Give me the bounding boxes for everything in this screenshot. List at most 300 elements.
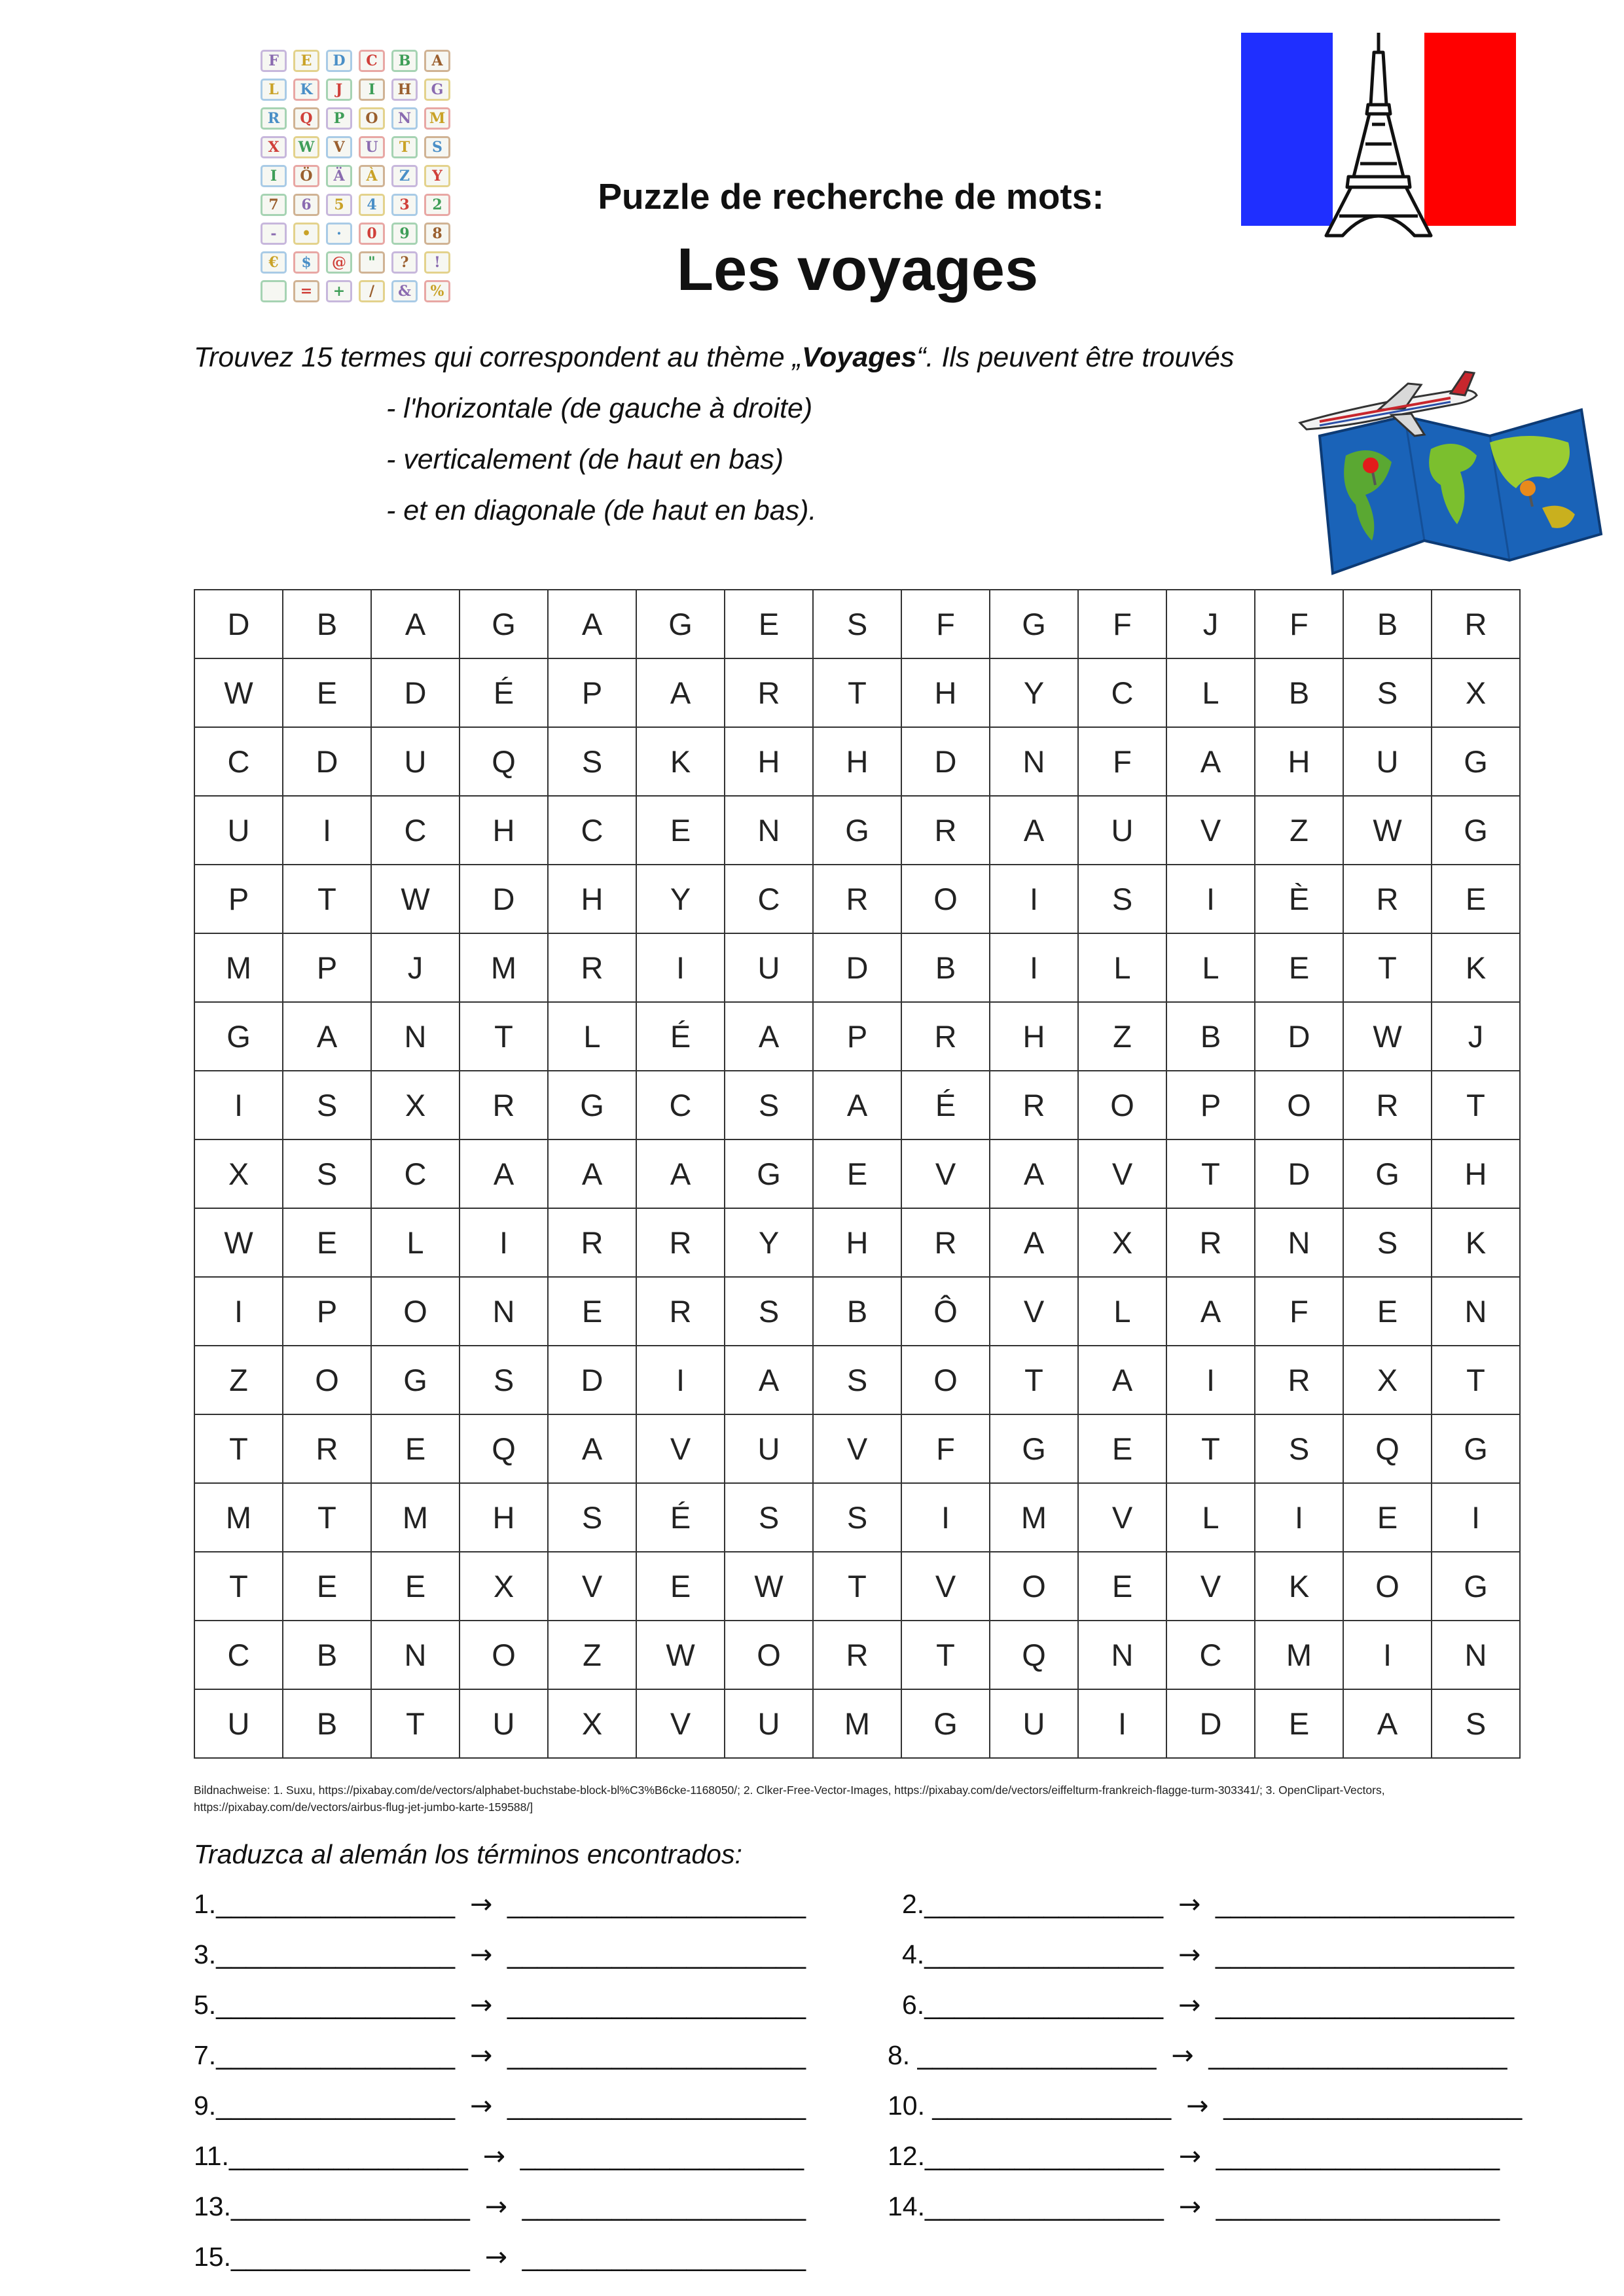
- answer-line-15: [194, 2240, 806, 2273]
- grid-cell: T: [283, 1483, 371, 1552]
- letter-block: A: [424, 50, 450, 72]
- grid-cell: R: [636, 1208, 725, 1277]
- grid-cell: V: [1166, 1552, 1255, 1621]
- grid-cell: K: [636, 727, 725, 796]
- grid-cell: E: [636, 1552, 725, 1621]
- grid-cell: V: [901, 1552, 990, 1621]
- grid-cell: R: [990, 1071, 1078, 1139]
- answer-blank-french[interactable]: 6.________________: [902, 1990, 1164, 2020]
- grid-cell: X: [1432, 658, 1520, 727]
- grid-cell: F: [1255, 1277, 1343, 1346]
- answer-blank-german[interactable]: ___________________: [520, 2141, 804, 2171]
- letter-block: P: [326, 107, 352, 130]
- answer-blank-german[interactable]: ____________________: [507, 2090, 806, 2121]
- grid-cell: D: [1255, 1002, 1343, 1071]
- grid-cell: W: [1343, 1002, 1432, 1071]
- grid-row: [194, 658, 1520, 727]
- grid-cell: D: [548, 1346, 636, 1414]
- grid-cell: I: [990, 933, 1078, 1002]
- grid-cell: O: [901, 1346, 990, 1414]
- grid-cell: U: [460, 1689, 548, 1758]
- grid-cell: V: [1078, 1483, 1166, 1552]
- grid-cell: V: [636, 1689, 725, 1758]
- grid-cell: X: [460, 1552, 548, 1621]
- grid-cell: V: [901, 1139, 990, 1208]
- grid-cell: I: [194, 1277, 283, 1346]
- grid-cell: É: [636, 1483, 725, 1552]
- letter-block: G: [424, 79, 450, 101]
- grid-cell: N: [371, 1002, 460, 1071]
- answer-line-1: [194, 1888, 806, 1920]
- letter-block: T: [391, 136, 418, 158]
- arrow-right-icon: →: [1178, 1888, 1201, 1920]
- answer-blank-french[interactable]: 4.________________: [902, 1939, 1164, 1969]
- grid-cell: R: [283, 1414, 371, 1483]
- grid-cell: T: [1166, 1414, 1255, 1483]
- grid-row: [194, 1689, 1520, 1758]
- grid-cell: N: [1432, 1277, 1520, 1346]
- grid-cell: H: [725, 727, 813, 796]
- grid-cell: H: [901, 658, 990, 727]
- grid-cell: M: [194, 933, 283, 1002]
- grid-cell: S: [725, 1071, 813, 1139]
- grid-cell: E: [1432, 865, 1520, 933]
- grid-cell: E: [1078, 1414, 1166, 1483]
- grid-cell: T: [1432, 1346, 1520, 1414]
- grid-cell: I: [901, 1483, 990, 1552]
- answer-blank-german[interactable]: ____________________: [1223, 2090, 1523, 2121]
- grid-cell: L: [1166, 1483, 1255, 1552]
- answer-line-10: [888, 2089, 1522, 2122]
- letter-block: Ö: [293, 165, 319, 187]
- grid-cell: A: [1166, 1277, 1255, 1346]
- letter-block: 3: [391, 194, 418, 216]
- grid-cell: É: [901, 1071, 990, 1139]
- grid-cell: È: [1255, 865, 1343, 933]
- grid-cell: H: [990, 1002, 1078, 1071]
- grid-cell: V: [813, 1414, 901, 1483]
- grid-cell: L: [1078, 1277, 1166, 1346]
- arrow-right-icon: →: [1186, 2090, 1209, 2121]
- arrow-right-icon: →: [469, 1939, 493, 1970]
- letter-block: 8: [424, 223, 450, 245]
- grid-cell: N: [725, 796, 813, 865]
- grid-cell: L: [548, 1002, 636, 1071]
- answer-blank-german[interactable]: ____________________: [1215, 1889, 1515, 1919]
- letter-block: Z: [391, 165, 418, 187]
- letter-block: =: [293, 280, 319, 302]
- grid-cell: U: [725, 1414, 813, 1483]
- letter-block: €: [261, 251, 287, 274]
- grid-cell: T: [460, 1002, 548, 1071]
- grid-cell: G: [990, 590, 1078, 658]
- answer-line-8: [888, 2039, 1507, 2072]
- letter-block: W: [293, 136, 319, 158]
- answer-blank-german[interactable]: ____________________: [507, 1889, 806, 1919]
- grid-cell: C: [194, 727, 283, 796]
- grid-cell: S: [283, 1139, 371, 1208]
- letter-block: S: [424, 136, 450, 158]
- instruction-item-diagonal: - et en diagonale (de haut en bas).: [386, 495, 817, 526]
- arrow-right-icon: →: [1171, 2039, 1194, 2071]
- grid-cell: W: [636, 1621, 725, 1689]
- grid-cell: D: [283, 727, 371, 796]
- grid-cell: S: [813, 590, 901, 658]
- grid-cell: U: [1078, 796, 1166, 865]
- answer-blank-french[interactable]: 12.________________: [888, 2141, 1164, 2171]
- letter-block: 0: [359, 223, 385, 245]
- grid-cell: G: [460, 590, 548, 658]
- grid-cell: K: [1432, 1208, 1520, 1277]
- page-title: Les voyages: [676, 236, 1039, 303]
- grid-cell: J: [1166, 590, 1255, 658]
- arrow-right-icon: →: [469, 2039, 493, 2071]
- grid-cell: L: [371, 1208, 460, 1277]
- grid-cell: A: [371, 590, 460, 658]
- grid-cell: W: [725, 1552, 813, 1621]
- letter-block: %: [424, 280, 450, 302]
- grid-cell: T: [813, 1552, 901, 1621]
- answer-blank-german[interactable]: ____________________: [1208, 2040, 1507, 2070]
- answer-blank-french[interactable]: 8. ________________: [888, 2040, 1157, 2070]
- letter-block: Ä: [326, 165, 352, 187]
- answer-blank-german[interactable]: ____________________: [507, 2040, 806, 2070]
- letter-block: U: [359, 136, 385, 158]
- grid-cell: J: [1432, 1002, 1520, 1071]
- grid-cell: L: [1166, 933, 1255, 1002]
- grid-cell: Z: [548, 1621, 636, 1689]
- image-credits: Bildnachweise: 1. Suxu, https://pixabay.com/de/vectors/alphabet-buchstabe-block-bl%C3%B6cke-1168050/; 2. Clker-Free-Vector-Images, https://pixabay.com/de/vectors/eiffelturm-frankreich-flagge-turm-303341/; 3. OpenClipart-Vectors, https://pixabay.com/de/vectors/airbus-flug-jet-jumbo-karte-159588/]: [194, 1784, 1385, 1814]
- grid-cell: I: [636, 1346, 725, 1414]
- letter-block: ·: [326, 223, 352, 245]
- grid-cell: S: [548, 1483, 636, 1552]
- letter-block: ?: [391, 251, 418, 274]
- letter-block: $: [293, 251, 319, 274]
- grid-cell: H: [460, 1483, 548, 1552]
- grid-cell: G: [1343, 1139, 1432, 1208]
- grid-cell: Z: [1255, 796, 1343, 865]
- letter-block: Q: [293, 107, 319, 130]
- instructions-intro: [194, 342, 1234, 374]
- answer-line-11: [194, 2140, 804, 2172]
- grid-cell: X: [1343, 1346, 1432, 1414]
- letter-block: E: [293, 50, 319, 72]
- grid-cell: S: [1343, 1208, 1432, 1277]
- answer-blank-german[interactable]: ____________________: [507, 1990, 806, 2020]
- grid-cell: L: [1078, 933, 1166, 1002]
- grid-cell: T: [990, 1346, 1078, 1414]
- grid-cell: N: [371, 1621, 460, 1689]
- grid-cell: Y: [636, 865, 725, 933]
- grid-cell: C: [1078, 658, 1166, 727]
- grid-cell: R: [548, 933, 636, 1002]
- answer-line-3: [194, 1938, 806, 1971]
- grid-row: [194, 1346, 1520, 1414]
- letter-block: M: [424, 107, 450, 130]
- grid-row: [194, 1071, 1520, 1139]
- grid-cell: A: [636, 1139, 725, 1208]
- grid-cell: T: [194, 1414, 283, 1483]
- grid-row: [194, 727, 1520, 796]
- grid-cell: N: [1078, 1621, 1166, 1689]
- grid-row: [194, 1552, 1520, 1621]
- grid-cell: R: [1343, 865, 1432, 933]
- grid-cell: M: [460, 933, 548, 1002]
- grid-cell: T: [813, 658, 901, 727]
- grid-cell: O: [990, 1552, 1078, 1621]
- grid-cell: B: [283, 1689, 371, 1758]
- grid-cell: C: [371, 1139, 460, 1208]
- grid-cell: A: [990, 1208, 1078, 1277]
- grid-cell: K: [1432, 933, 1520, 1002]
- grid-cell: E: [371, 1552, 460, 1621]
- grid-cell: B: [1255, 658, 1343, 727]
- grid-cell: É: [460, 658, 548, 727]
- grid-cell: R: [460, 1071, 548, 1139]
- grid-cell: G: [813, 796, 901, 865]
- letter-block: O: [359, 107, 385, 130]
- letter-block: 4: [359, 194, 385, 216]
- letter-block: !: [424, 251, 450, 274]
- grid-cell: B: [901, 933, 990, 1002]
- answer-line-4: [902, 1938, 1514, 1971]
- grid-cell: N: [460, 1277, 548, 1346]
- grid-cell: O: [725, 1621, 813, 1689]
- grid-cell: C: [1166, 1621, 1255, 1689]
- grid-cell: I: [1343, 1621, 1432, 1689]
- grid-cell: T: [1343, 933, 1432, 1002]
- letter-block: X: [261, 136, 287, 158]
- grid-cell: T: [901, 1621, 990, 1689]
- grid-cell: E: [283, 1208, 371, 1277]
- grid-cell: A: [990, 1139, 1078, 1208]
- grid-cell: S: [548, 727, 636, 796]
- grid-cell: E: [283, 1552, 371, 1621]
- grid-row: [194, 1002, 1520, 1071]
- arrow-right-icon: →: [469, 2090, 493, 2121]
- grid-cell: H: [548, 865, 636, 933]
- grid-cell: C: [725, 865, 813, 933]
- grid-row: [194, 933, 1520, 1002]
- answer-blank-french[interactable]: 7.________________: [194, 2040, 456, 2070]
- answer-blank-french[interactable]: 13.________________: [194, 2191, 470, 2221]
- grid-cell: R: [548, 1208, 636, 1277]
- grid-cell: R: [813, 865, 901, 933]
- answer-blank-french[interactable]: 15.________________: [194, 2242, 470, 2272]
- letter-block: 7: [261, 194, 287, 216]
- letter-block: +: [326, 280, 352, 302]
- grid-cell: E: [1255, 933, 1343, 1002]
- grid-cell: E: [1343, 1483, 1432, 1552]
- grid-cell: B: [1166, 1002, 1255, 1071]
- grid-cell: D: [813, 933, 901, 1002]
- grid-cell: E: [548, 1277, 636, 1346]
- grid-cell: C: [194, 1621, 283, 1689]
- grid-cell: C: [636, 1071, 725, 1139]
- grid-cell: U: [725, 1689, 813, 1758]
- arrow-right-icon: →: [1178, 1989, 1201, 2020]
- grid-cell: R: [1432, 590, 1520, 658]
- grid-row: [194, 1414, 1520, 1483]
- grid-cell: G: [548, 1071, 636, 1139]
- letter-block: -: [261, 223, 287, 245]
- grid-cell: E: [283, 658, 371, 727]
- grid-cell: V: [1078, 1139, 1166, 1208]
- grid-cell: K: [1255, 1552, 1343, 1621]
- grid-cell: G: [636, 590, 725, 658]
- arrow-right-icon: →: [1178, 2191, 1201, 2222]
- grid-cell: N: [1432, 1621, 1520, 1689]
- grid-cell: I: [1432, 1483, 1520, 1552]
- grid-cell: S: [1432, 1689, 1520, 1758]
- grid-cell: F: [901, 590, 990, 658]
- grid-cell: M: [371, 1483, 460, 1552]
- grid-cell: Y: [725, 1208, 813, 1277]
- grid-row: [194, 1208, 1520, 1277]
- answer-blank-french[interactable]: 10. ________________: [888, 2090, 1172, 2121]
- grid-cell: T: [194, 1552, 283, 1621]
- grid-cell: W: [1343, 796, 1432, 865]
- grid-cell: X: [548, 1689, 636, 1758]
- grid-cell: Y: [990, 658, 1078, 727]
- grid-cell: M: [990, 1483, 1078, 1552]
- grid-cell: C: [548, 796, 636, 865]
- grid-cell: U: [371, 727, 460, 796]
- grid-cell: O: [460, 1621, 548, 1689]
- grid-cell: A: [548, 590, 636, 658]
- grid-cell: D: [194, 590, 283, 658]
- grid-cell: Q: [460, 727, 548, 796]
- grid-cell: G: [194, 1002, 283, 1071]
- word-search-grid: [194, 589, 1521, 1759]
- arrow-right-icon: →: [469, 1888, 493, 1920]
- grid-cell: H: [460, 796, 548, 865]
- grid-cell: T: [371, 1689, 460, 1758]
- grid-cell: B: [1343, 590, 1432, 658]
- grid-cell: A: [283, 1002, 371, 1071]
- answer-blank-french[interactable]: 1.________________: [194, 1889, 456, 1919]
- answer-blank-french[interactable]: 3.________________: [194, 1939, 456, 1969]
- grid-cell: G: [1432, 1552, 1520, 1621]
- grid-cell: É: [636, 1002, 725, 1071]
- grid-cell: Q: [460, 1414, 548, 1483]
- grid-cell: Ô: [901, 1277, 990, 1346]
- grid-cell: N: [1255, 1208, 1343, 1277]
- instruction-item-vertical: - verticalement (de haut en bas): [386, 444, 784, 475]
- instruction-item-horizontal: - l'horizontale (de gauche à droite): [386, 393, 813, 424]
- grid-cell: A: [1343, 1689, 1432, 1758]
- answer-line-7: [194, 2039, 806, 2072]
- answer-blank-german[interactable]: ___________________: [1216, 2141, 1500, 2171]
- grid-cell: P: [548, 658, 636, 727]
- grid-cell: Z: [1078, 1002, 1166, 1071]
- grid-cell: S: [725, 1277, 813, 1346]
- grid-cell: G: [1432, 1414, 1520, 1483]
- letter-block: Y: [424, 165, 450, 187]
- grid-cell: I: [194, 1071, 283, 1139]
- grid-row: [194, 1277, 1520, 1346]
- answer-blank-german[interactable]: ____________________: [1215, 1939, 1515, 1969]
- answer-line-2: [902, 1888, 1514, 1920]
- grid-cell: S: [1255, 1414, 1343, 1483]
- grid-cell: T: [1432, 1071, 1520, 1139]
- answer-blank-french[interactable]: 9.________________: [194, 2090, 456, 2121]
- arrow-right-icon: →: [1178, 1939, 1201, 1970]
- grid-cell: W: [194, 658, 283, 727]
- grid-cell: I: [990, 865, 1078, 933]
- grid-cell: P: [283, 933, 371, 1002]
- arrow-right-icon: →: [482, 2140, 505, 2172]
- grid-cell: I: [283, 796, 371, 865]
- answer-blank-french[interactable]: 14.________________: [888, 2191, 1164, 2221]
- answer-blank-german[interactable]: ___________________: [1216, 2191, 1500, 2221]
- grid-cell: U: [990, 1689, 1078, 1758]
- grid-cell: D: [460, 865, 548, 933]
- intro-theme-word: Voyages: [801, 342, 917, 373]
- letter-block: I: [261, 165, 287, 187]
- grid-cell: D: [901, 727, 990, 796]
- grid-cell: G: [990, 1414, 1078, 1483]
- grid-cell: S: [813, 1483, 901, 1552]
- answer-blank-french[interactable]: 5.________________: [194, 1990, 456, 2020]
- answer-line-13: [194, 2190, 806, 2223]
- grid-cell: T: [283, 865, 371, 933]
- answer-blank-french[interactable]: 2.________________: [902, 1889, 1164, 1919]
- grid-cell: U: [194, 1689, 283, 1758]
- grid-cell: A: [725, 1002, 813, 1071]
- grid-cell: M: [813, 1689, 901, 1758]
- grid-cell: H: [1432, 1139, 1520, 1208]
- letter-block: R: [261, 107, 287, 130]
- letter-block: •: [293, 223, 319, 245]
- letter-block: V: [326, 136, 352, 158]
- grid-cell: D: [1255, 1139, 1343, 1208]
- arrow-right-icon: →: [484, 2191, 507, 2222]
- answer-blank-german[interactable]: ____________________: [1215, 1990, 1515, 2020]
- grid-cell: I: [460, 1208, 548, 1277]
- grid-cell: F: [1255, 590, 1343, 658]
- grid-cell: H: [813, 727, 901, 796]
- grid-cell: J: [371, 933, 460, 1002]
- answer-line-6: [902, 1988, 1514, 2021]
- grid-cell: V: [1166, 796, 1255, 865]
- grid-cell: P: [283, 1277, 371, 1346]
- grid-cell: P: [813, 1002, 901, 1071]
- letter-block: L: [261, 79, 287, 101]
- grid-cell: P: [1166, 1071, 1255, 1139]
- answer-blank-german[interactable]: ____________________: [507, 1939, 806, 1969]
- letter-block: 6: [293, 194, 319, 216]
- grid-cell: G: [371, 1346, 460, 1414]
- grid-cell: E: [1078, 1552, 1166, 1621]
- grid-cell: D: [371, 658, 460, 727]
- answer-blank-german[interactable]: ___________________: [522, 2191, 806, 2221]
- grid-cell: N: [990, 727, 1078, 796]
- grid-cell: U: [725, 933, 813, 1002]
- grid-cell: O: [1343, 1552, 1432, 1621]
- grid-cell: R: [1255, 1346, 1343, 1414]
- grid-cell: F: [1078, 727, 1166, 796]
- answer-blank-french[interactable]: 11.________________: [194, 2141, 468, 2171]
- grid-cell: R: [901, 1208, 990, 1277]
- answer-blank-german[interactable]: ___________________: [522, 2242, 806, 2272]
- grid-cell: R: [725, 658, 813, 727]
- grid-cell: D: [1166, 1689, 1255, 1758]
- grid-row: [194, 590, 1520, 658]
- letter-block: @: [326, 251, 352, 274]
- grid-cell: V: [636, 1414, 725, 1483]
- grid-cell: E: [813, 1139, 901, 1208]
